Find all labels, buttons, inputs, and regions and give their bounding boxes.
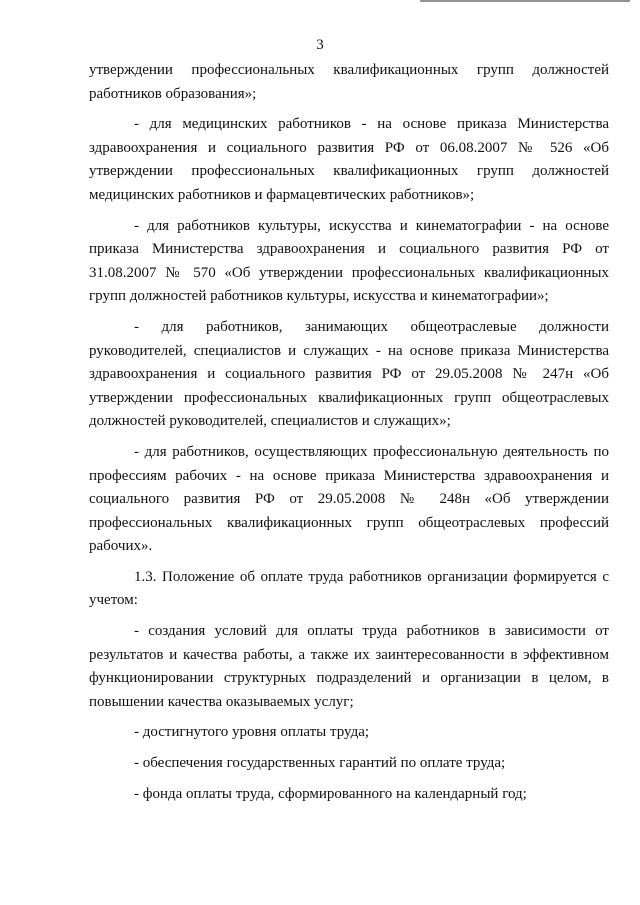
page-number: 3	[316, 37, 324, 53]
top-edge-line	[420, 0, 630, 2]
paragraph-section-1-3: 1.3. Положение об оплате труда работников организации формируется с учетом:	[89, 568, 609, 609]
paragraph-culture-workers: - для работников культуры, искусства и кинематографии - на основе приказа Министерства здравоохранения и социального развития РФ от 31.08.2007 № 570 «Об утверждении профессиональных квалификационных групп должностей работников культуры, искусства и кинематографии»;	[89, 217, 609, 305]
document-body	[89, 59, 609, 813]
paragraph-pay-level: - достигнутого уровня оплаты труда;	[134, 724, 370, 741]
paragraph-conditions: - создания условий для оплаты труда работников в зависимости от результатов и качества работы, а также их заинтересованности в эффективном функционировании структурных подразделений и организации в целом, в повышении качества оказываемых услуг;	[89, 623, 609, 710]
paragraph-medical-workers: - для медицинских работников - на основе приказа Министерства здравоохранения и социального развития РФ от 06.08.2007 № 526 «Об утверждении профессиональных квалификационных групп должностей медицинских работников и фармацевтических работников»;	[89, 116, 609, 203]
paragraph-continuation: утверждении профессиональных квалификационных групп должностей работников образования»;	[89, 62, 609, 102]
paragraph-worker-professions: - для работников, осуществляющих профессиональную деятельность по профессиям рабочих - на основе приказа Министерства здравоохранения и социального развития РФ от 29.05.2008 № 248н «Об утверждении профессиональных квалификационных групп общеотраслевых профессий рабочих».	[89, 443, 609, 555]
paragraph-state-guarantees: - обеспечения государственных гарантий по оплате труда;	[134, 755, 506, 772]
paragraph-pay-fund: - фонда оплаты труда, сформированного на календарный год;	[134, 785, 527, 802]
paragraph-general-positions: - для работников, занимающих общеотраслевые должности руководителей, специалистов и служащих - на основе приказа Министерства здравоохранения и социального развития РФ от 29.05.2008 № 247н «Об утверждении профессиональных квалификационных групп общеотраслевых должностей руководителей, специалистов и служащих»;	[89, 318, 609, 430]
